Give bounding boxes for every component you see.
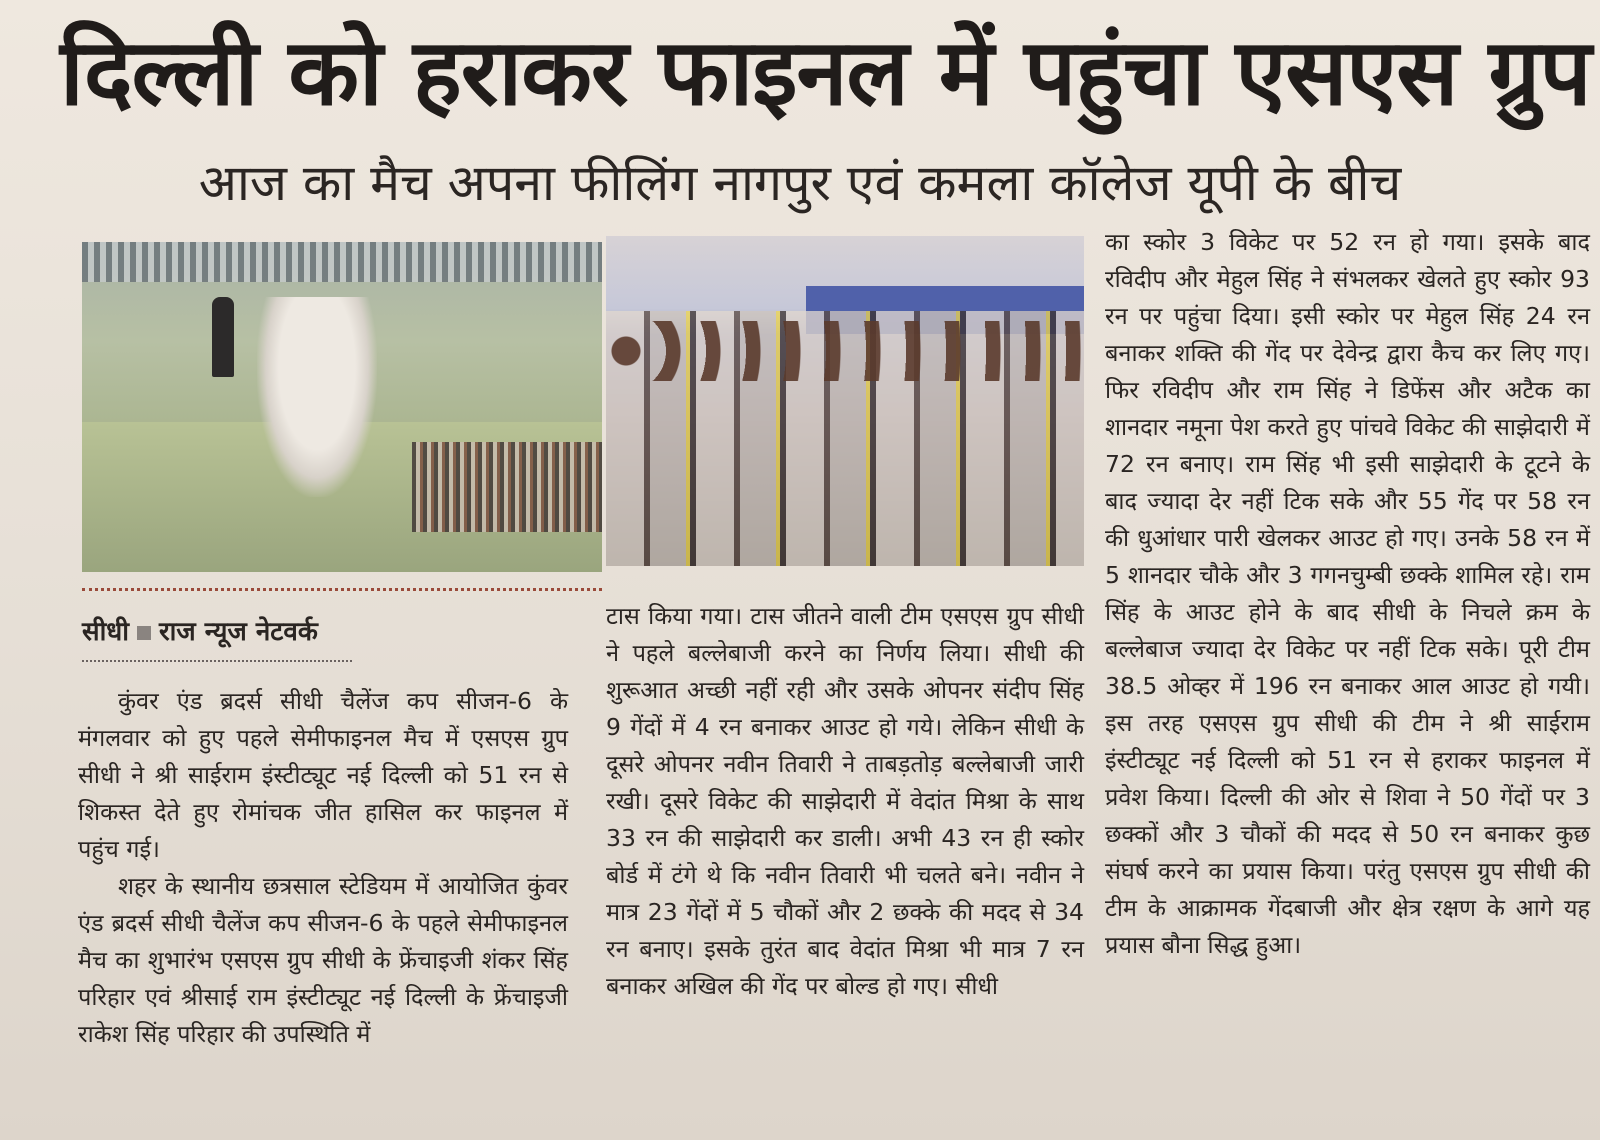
group-toss-photo — [606, 236, 1084, 566]
match-action-photo — [82, 242, 602, 572]
people-heads — [606, 321, 1084, 381]
byline — [82, 610, 382, 654]
article-column-1 — [78, 683, 568, 1053]
umpire-figure — [212, 297, 234, 377]
article-paragraph: टास किया गया। टास जीतने वाली टीम एसएस ग्रुप सीधी ने पहले बल्लेबाजी करने का निर्णय लिया। सीधी की शुरूआत अच्छी नहीं रही और उसके ओपनर संदीप सिंह 9 गेंदों में 4 रन बनाकर आउट हो गये। लेकिन सीधी के दूसरे ओपनर नवीन तिवारी ने ताबड़तोड़ बल्लेबाजी जारी रखी। दूसरे विकेट की साझेदारी में वेदांत मिश्रा के साथ 33 रन की साझेदारी कर डाली। अभी 43 रन ही स्कोर बोर्ड में टंगे थे कि नवीन तिवारी भी चलते बने। नवीन ने मात्र 23 गेंदों में 5 चौकों और 2 छक्के की मदद से 34 रन बनाए। इसके तुरंत बाद वेदांत मिश्रा भी मात्र 7 रन बनाकर अखिल की गेंद पर बोल्ड हो गए। सीधी — [606, 602, 1084, 1000]
byline-place: सीधी — [82, 617, 130, 647]
byline-source: राज न्यूज नेटवर्क — [159, 617, 318, 647]
article-paragraph: का स्कोर 3 विकेट पर 52 रन हो गया। इसके बाद रविदीप और मेहुल सिंह ने संभलकर खेलते हुए स्कोर 93 रन पर पहुंचा दिया। इसी स्कोर पर मेहुल सिंह 24 रन बनाकर शक्ति की गेंद पर देवेन्द्र द्वारा कैच कर लिए गए। फिर रविदीप और राम सिंह ने डिफेंस और अटैक का शानदार नमूना पेश करते हुए पांचवे विकेट की साझेदारी में 72 रन बनाए। राम सिंह भी इसी साझेदारी के टूटने के बाद ज्यादा देर नहीं टिक सके और 55 गेंद पर 58 रन की धुआंधार पारी खेलकर आउट हो गए। उनके 58 रन में 5 शानदार चौके और 3 गगनचुम्बी छक्के शामिल रहे। राम सिंह के आउट होने के बाद सीधी के निचले क्रम के बल्लेबाज ज्यादा देर विकेट पर नहीं टिक सके। पूरी टीम 38.5 ओव्हर में 196 रन बनाकर आल आउट हो गयी। इस तरह एसएस ग्रुप सीधी की टीम ने श्री साईराम इंस्टीट्यूट नई दिल्ली को 51 रन से हराकर फाइनल में प्रवेश किया। दिल्ली की ओर से शिवा ने 50 गेंदों पर 3 छक्कों और 3 चौकों की मदद से 50 रन बनाकर कुछ संघर्ष करने का प्रयास किया। परंतु एसएस ग्रुप सीधी की टीम के आक्रामक गेंदबाजी और क्षेत्र रक्षण के आगे यह प्रयास बौना सिद्ध हुआ। — [1105, 228, 1590, 959]
player-figure — [257, 297, 377, 497]
byline-rule — [82, 660, 352, 662]
dotted-divider — [82, 588, 602, 591]
article-paragraph: शहर के स्थानीय छत्रसाल स्टेडियम में आयोजित कुंवर एंड ब्रदर्स सीधी चैलेंज कप सीजन-6 के पहले सेमीफाइनल मैच का शुभारंभ एसएस ग्रुप सीधी के फ्रेंचाइजी शंकर सिंह परिहार एवं श्रीसाई राम इंस्टीट्यूट नई दिल्ली के फ्रेंचाइजी राकेश सिंह परिहार की उपस्थिति में — [78, 872, 568, 1048]
subheadline: आज का मैच अपना फीलिंग नागपुर एवं कमला कॉलेज यूपी के बीच — [198, 154, 1402, 212]
square-bullet-icon — [137, 626, 151, 640]
article-paragraph: कुंवर एंड ब्रदर्स सीधी चैलेंज कप सीजन-6 के मंगलवार को हुए पहले सेमीफाइनल मैच में एसएस ग्रुप सीधी ने श्री साईराम इंस्टीट्यूट नई दिल्ली को 51 रन से शिकस्त देते हुए रोमांचक जीत हासिल कर फाइनल में पहुंच गई। — [78, 687, 568, 863]
spectator-crowd — [412, 442, 602, 532]
article-column-3 — [1105, 224, 1590, 964]
headline: दिल्ली को हराकर फाइनल में पहुंचा एसएस ग्रुप — [60, 19, 1591, 126]
stadium-stand — [82, 242, 602, 282]
article-column-2 — [606, 598, 1084, 1005]
